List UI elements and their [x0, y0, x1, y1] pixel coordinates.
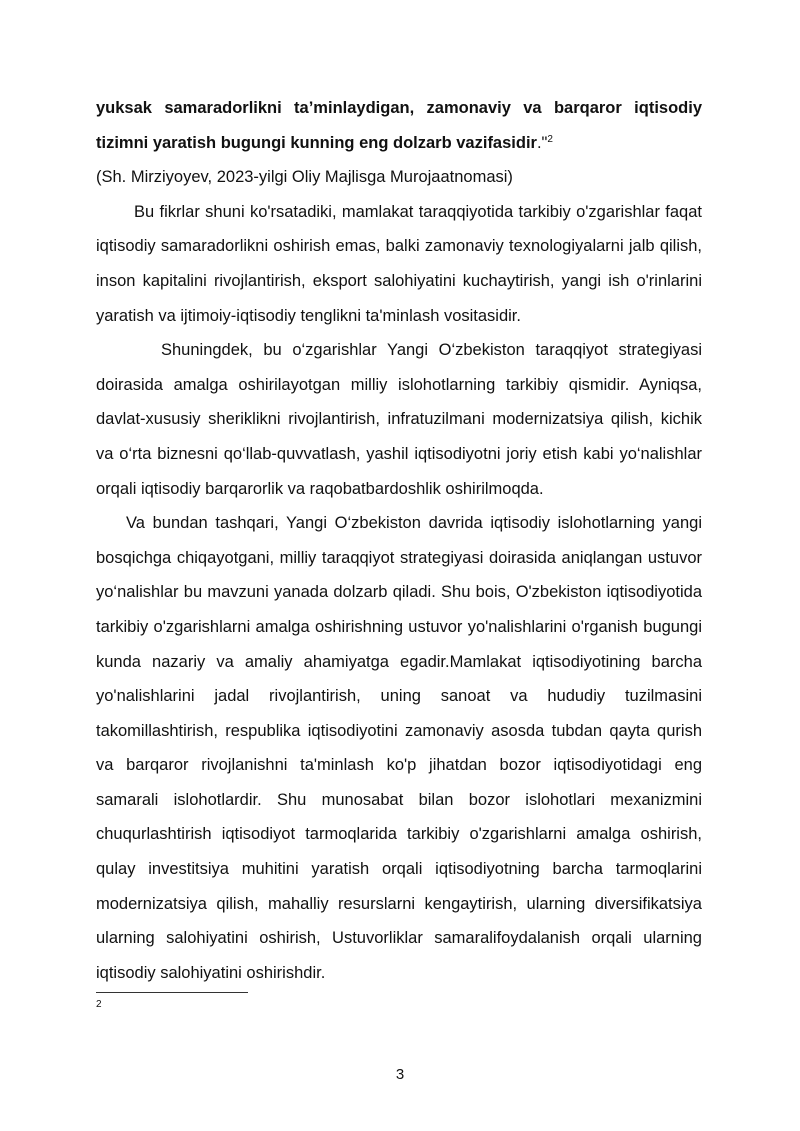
- quote-bold-text: yuksak samaradorlikni ta’minlaydigan, zamonaviy va barqaror iqtisodiy tizimni yaratish bugungi kunning eng dolzarb vazifasidir: [96, 99, 702, 152]
- quote-source: (Sh. Mirziyoyev, 2023-yilgi Oliy Majlisga Murojaatnomasi): [96, 168, 513, 187]
- footnote-number: 2: [96, 999, 102, 1010]
- document-body: [96, 91, 702, 990]
- footnote-separator: [96, 992, 248, 993]
- quote-tail: .": [536, 133, 548, 152]
- body-paragraph-1: Bu fikrlar shuni ko'rsatadiki, mamlakat taraqqiyotida tarkibiy o'zgarishlar faqat iqtisodiy samaradorlikni oshirish emas, balki zamonaviy texnologiyalarni jalb qilish, inson kapitalini rivojlantirish, eksport salohiyatini kuchaytirish, yangi ish o'rinlarini yaratish va ijtimoiy-iqtisodiy tenglikni ta'minlash vositasidir.: [96, 202, 702, 325]
- body-paragraph-2: Shuningdek, bu o‘zgarishlar Yangi O‘zbekiston taraqqiyot strategiyasi doirasida amalga oshirilayotgan milliy islohotlarning tarkibiy qismidir. Ayniqsa, davlat-xususiy sheriklikni rivojlantirish, infratuzilmani modernizatsiya qilish, kichik va o‘rta biznesni qo‘llab-quvvatlash, yashil iqtisodiyotni joriy etish kabi yo‘nalishlar orqali iqtisodiy barqarorlik va raqobatbardoshlik oshirilmoqda.: [96, 341, 702, 498]
- page-number: 3: [395, 1066, 405, 1083]
- quote-paragraph: [96, 91, 702, 160]
- body-paragraph-3: Va bundan tashqari, Yangi O‘zbekiston davrida iqtisodiy islohotlarning yangi bosqichga chiqayotgani, milliy taraqqiyot strategiyasi doirasida aniqlangan ustuvor yo‘nalishlar bu mavzuni yanada dolzarb qiladi. Shu bois, O'zbekiston iqtisodiyotida tarkibiy o'zgarishlarni amalga oshirishning ustuvor yo'nalishlarini o'rganish bugungi kunda nazariy va amaliy ahamiyatga egadir.Mamlakat iqtisodiyotining barcha yo'nalishlarini jadal rivojlantirish, uning sanoat va hududiy tuzilmasini takomillashtirish, respublika iqtisodiyotini zamonaviy asosda tubdan qayta qurish va barqaror rivojlanishni ta'minlash ko'p jihatdan bozor iqtisodiyotidagi eng samarali islohotlardir. Shu munosabat bilan bozor islohotlari mexanizmini chuqurlashtirish iqtisodiyot tarmoqlarida tarkibiy o'zgarishlarni amalga oshirish, qulay investitsiya muhitini yaratish orqali iqtisodiyotning barcha tarmoqlarini modernizatsiya qilish, mahalliy resurslarni kengaytirish, ularning diversifikatsiya ularning salohiyatini oshirish, Ustuvorliklar samaralifoydalanish orqali ularning iqtisodiy salohiyatini oshirishdir.: [96, 514, 702, 982]
- footnote-reference: 2: [547, 133, 553, 145]
